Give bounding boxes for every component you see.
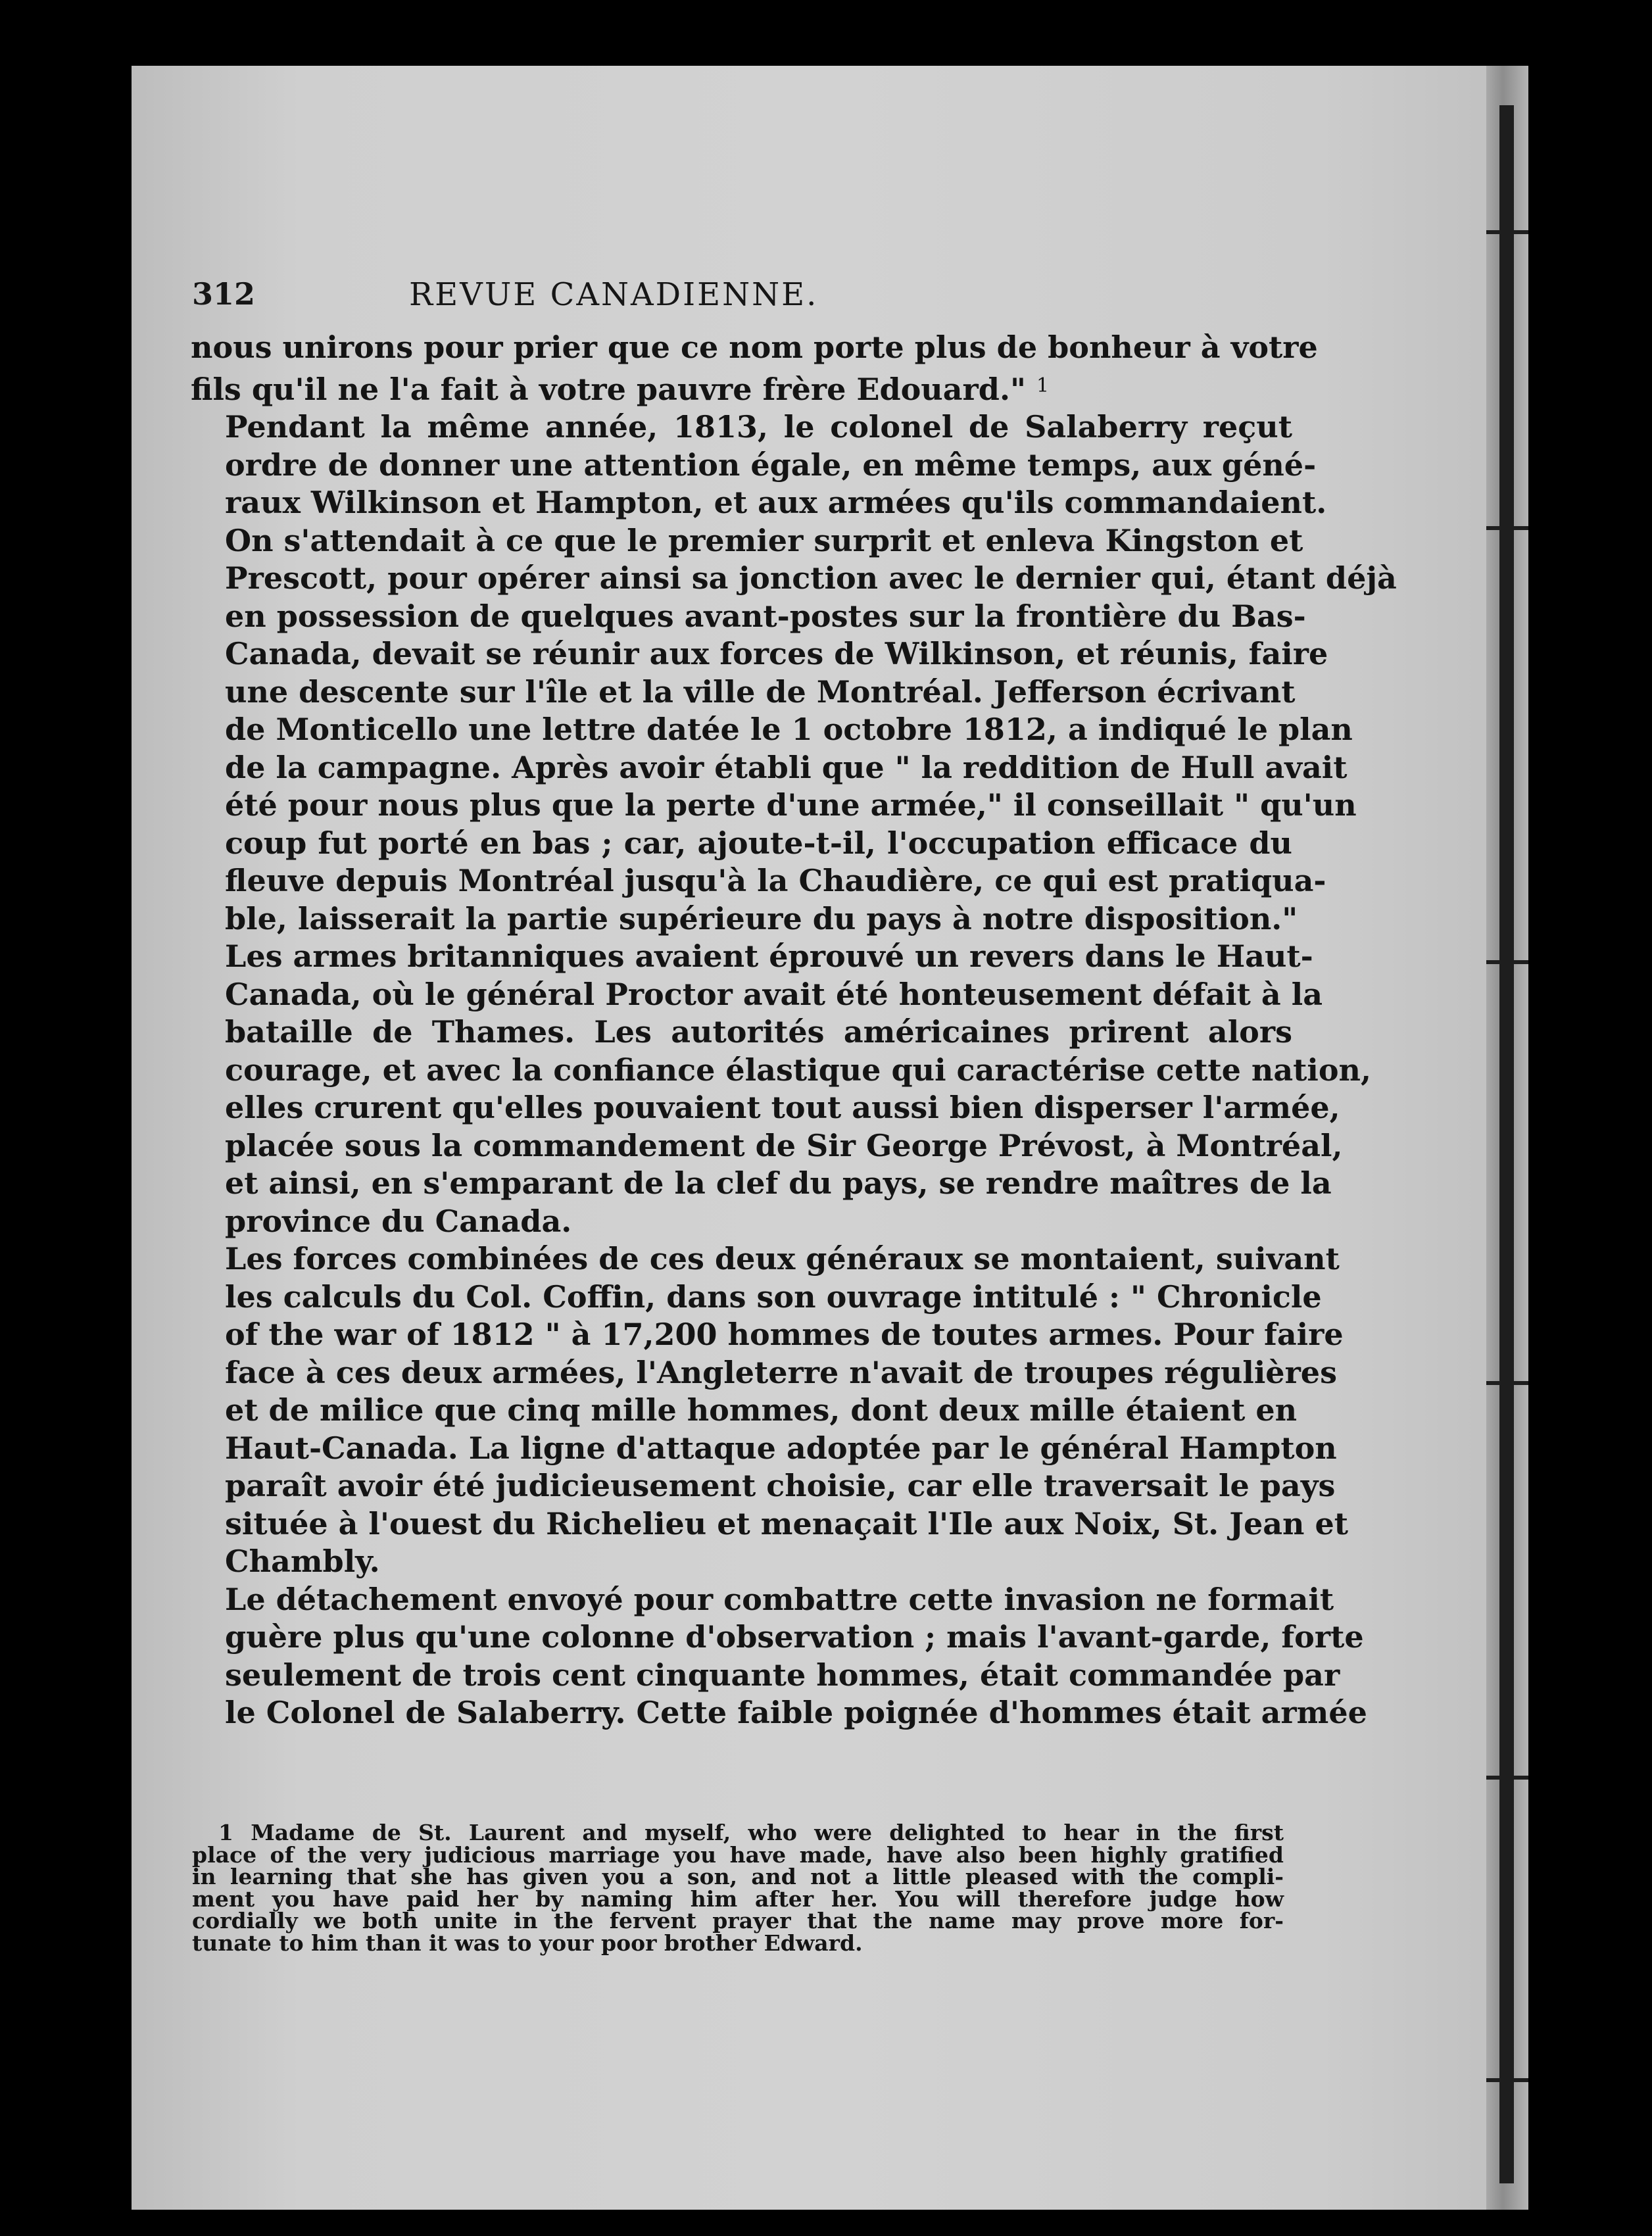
text-line: les calculs du Col. Coffin, dans son ouvrage intitulé : " Chronicle <box>225 1278 1322 1315</box>
text-line: ordre de donner une attention égale, en même temps, aux géné- <box>225 447 1317 483</box>
text-line: elles crurent qu'elles pouvaient tout aussi bien disperser l'armée, <box>225 1090 1340 1125</box>
text-line: une descente sur l'île et la ville de Montréal. Jefferson écrivant <box>225 673 1296 710</box>
text-line: Haut-Canada. La ligne d'attaque adoptée par le général Hampton <box>225 1430 1337 1466</box>
text-line: placée sous la commandement de Sir George Prévost, à Montréal, <box>225 1127 1343 1163</box>
paragraph <box>191 938 1371 1240</box>
footnote-line: place of the very judicious marriage you have made, have also been highly gratified <box>192 1841 1284 1868</box>
text-line: of the war of 1812 " à 17,200 hommes de toutes armes. Pour faire <box>225 1317 1344 1352</box>
text-line <box>191 367 1292 409</box>
body-text <box>191 329 1397 1732</box>
text-line: nous unirons pour prier que ce nom porte plus de bonheur à votre <box>191 329 1318 365</box>
paragraph <box>191 329 1318 408</box>
text-line: Canada, devait se réunir aux forces de Wilkinson, et réunis, faire <box>225 636 1328 671</box>
text-line: coup fut porté en bas ; car, ajoute-t-il, l'occupation efficace du <box>225 825 1292 861</box>
text-line: le Colonel de Salaberry. Cette faible poignée d'hommes était armée <box>225 1695 1367 1730</box>
footnote-marker[interactable]: 1 <box>1036 374 1050 397</box>
journal-title: REVUE CANADIENNE. <box>409 276 819 313</box>
footnote-line: ment you have paid her by naming him after her. You will therefore judge how <box>192 1885 1284 1912</box>
text-line: Chambly. <box>225 1543 380 1579</box>
paragraph <box>191 1581 1367 1732</box>
text-line: bataille de Thames. Les autorités américaines prirent alors <box>225 1014 1292 1050</box>
paragraph <box>191 408 1397 938</box>
footnote-line: tunate to him than it was to your poor brother Edward. <box>192 1930 863 1956</box>
text-line: On s'attendait à ce que le premier surprit et enleva Kingston et <box>225 522 1303 558</box>
text-line: guère plus qu'une colonne d'observation ; mais l'avant-garde, forte <box>225 1619 1364 1655</box>
text-line: en possession de quelques avant-postes sur la frontière du Bas- <box>225 598 1306 634</box>
text-line: de la campagne. Après avoir établi que " la reddition de Hull avait <box>225 749 1348 785</box>
text-line: de Monticello une lettre datée le 1 octobre 1812, a indiqué le plan <box>225 712 1353 747</box>
text-line: Le détachement envoyé pour combattre cette invasion ne formait <box>225 1581 1334 1617</box>
footnote-line: cordially we both unite in the fervent prayer that the name may prove more for- <box>192 1908 1284 1934</box>
footnote-line: in learning that she has given you a son, and not a little pleased with the compli- <box>192 1864 1284 1890</box>
text-line: courage, et avec la confiance élastique qui caractérise cette nation, <box>225 1052 1371 1088</box>
binding-stitch <box>1486 1381 1528 1385</box>
page-number: 312 <box>192 276 256 312</box>
text-line: Prescott, pour opérer ainsi sa jonction avec le dernier qui, étant déjà <box>225 560 1397 596</box>
text-line: paraît avoir été judicieusement choisie, car elle traversait le pays <box>225 1468 1336 1503</box>
text-line: face à ces deux armées, l'Angleterre n'avait de troupes régulières <box>225 1354 1337 1390</box>
text-line: Les armes britanniques avaient éprouvé un revers dans le Haut- <box>225 938 1313 974</box>
footnote-block <box>192 1822 1284 1955</box>
text-line: et ainsi, en s'emparant de la clef du pays, se rendre maîtres de la <box>225 1165 1332 1201</box>
text-line: Pendant la même année, 1813, le colonel de Salaberry reçut <box>225 409 1292 445</box>
binding-stitch <box>1486 526 1528 530</box>
text-line: province du Canada. <box>225 1203 572 1239</box>
text-line-content: fils qu'il ne l'a fait à votre pauvre frère Edouard." <box>191 371 1026 407</box>
text-line: située à l'ouest du Richelieu et menaçait l'Ile aux Noix, St. Jean et <box>225 1505 1349 1542</box>
binding-stitch <box>1486 2078 1528 2082</box>
paragraph <box>191 1240 1349 1581</box>
text-line: Les forces combinées de ces deux généraux se montaient, suivant <box>225 1241 1340 1276</box>
running-head <box>192 276 1310 316</box>
text-line: seulement de trois cent cinquante hommes, était commandée par <box>225 1657 1340 1693</box>
text-line: fleuve depuis Montréal jusqu'à la Chaudière, ce qui est pratiqua- <box>225 863 1326 898</box>
text-line: et de milice que cinq mille hommes, dont deux mille étaient en <box>225 1392 1298 1428</box>
text-line: Canada, où le général Proctor avait été honteusement défait à la <box>225 976 1323 1012</box>
binding-spine <box>1499 105 1514 2183</box>
binding-stitch <box>1486 1776 1528 1780</box>
text-line: raux Wilkinson et Hampton, et aux armées qu'ils commandaient. <box>225 485 1327 520</box>
text-line: été pour nous plus que la perte d'une armée," il conseillait " qu'un <box>225 787 1357 823</box>
text-line: ble, laisserait la partie supérieure du pays à notre disposition." <box>225 900 1298 936</box>
footnote-line: 1 Madame de St. Laurent and myself, who were delighted to hear in the first <box>218 1820 1284 1845</box>
binding-stitch <box>1486 230 1528 234</box>
binding-stitch <box>1486 960 1528 964</box>
